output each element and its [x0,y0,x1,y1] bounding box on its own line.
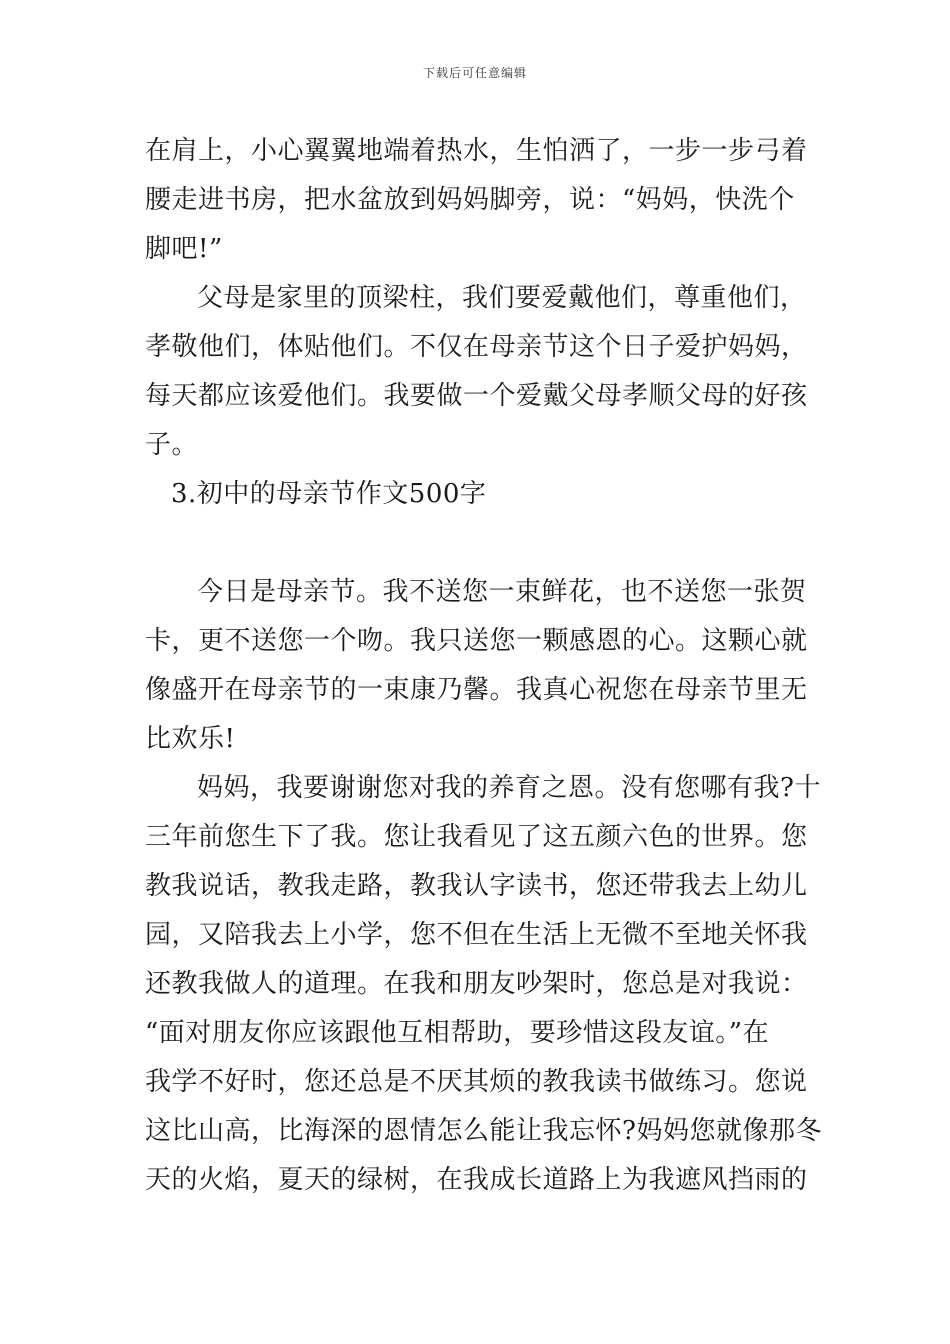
text-line: 还教我做人的道理。在我和朋友吵架时，您总是对我说： [145,969,808,999]
section-heading: 3.初中的母亲节作文500字 [171,479,487,509]
text-line: 教我说话，教我走路，教我认字读书，您还带我去上幼儿 [145,871,808,901]
text-line: 我学不好时，您还总是不厌其烦的教我读书做练习。您说 [145,1067,808,1097]
text-line: 妈妈，我要谢谢您对我的养育之恩。没有您哪有我?十 [197,773,821,803]
text-line: 园，又陪我去上小学，您不但在生活上无微不至地关怀我 [145,920,808,950]
text-line: 比欢乐! [145,724,236,754]
document-body [145,127,822,1205]
text-line: 腰走进书房，把水盆放到妈妈脚旁，说：“妈妈，快洗个 [145,185,795,215]
text-line: 卡，更不送您一个吻。我只送您一颗感恩的心。这颗心就 [145,626,808,656]
text-line: 今日是母亲节。我不送您一束鲜花，也不送您一张贺 [197,577,807,607]
text-line: 三年前您生下了我。您让我看见了这五颜六色的世界。您 [145,822,808,852]
text-line: “面对朋友你应该跟他互相帮助，要珍惜这段友谊。”在 [145,1018,770,1048]
text-line: 天的火焰，夏天的绿树，在我成长道路上为我遮风挡雨的 [145,1165,808,1195]
text-line: 在肩上，小心翼翼地端着热水，生怕洒了，一步一步弓着 [145,136,808,166]
text-line: 这比山高，比海深的恩情怎么能让我忘怀?妈妈您就像那冬 [145,1116,822,1146]
text-line: 孝敬他们，体贴他们。不仅在母亲节这个日子爱护妈妈， [145,332,808,362]
blank-spacer [145,519,807,568]
text-line: 每天都应该爱他们。我要做一个爱戴父母孝顺父母的好孩 [145,381,808,411]
text-line: 像盛开在母亲节的一束康乃馨。我真心祝您在母亲节里无 [145,675,808,705]
text-line: 父母是家里的顶梁柱，我们要爱戴他们，尊重他们， [197,283,807,313]
text-line: 脚吧!” [145,234,223,264]
text-line: 子。 [145,430,199,460]
page-header-note: 下载后可任意编辑 [422,66,527,80]
